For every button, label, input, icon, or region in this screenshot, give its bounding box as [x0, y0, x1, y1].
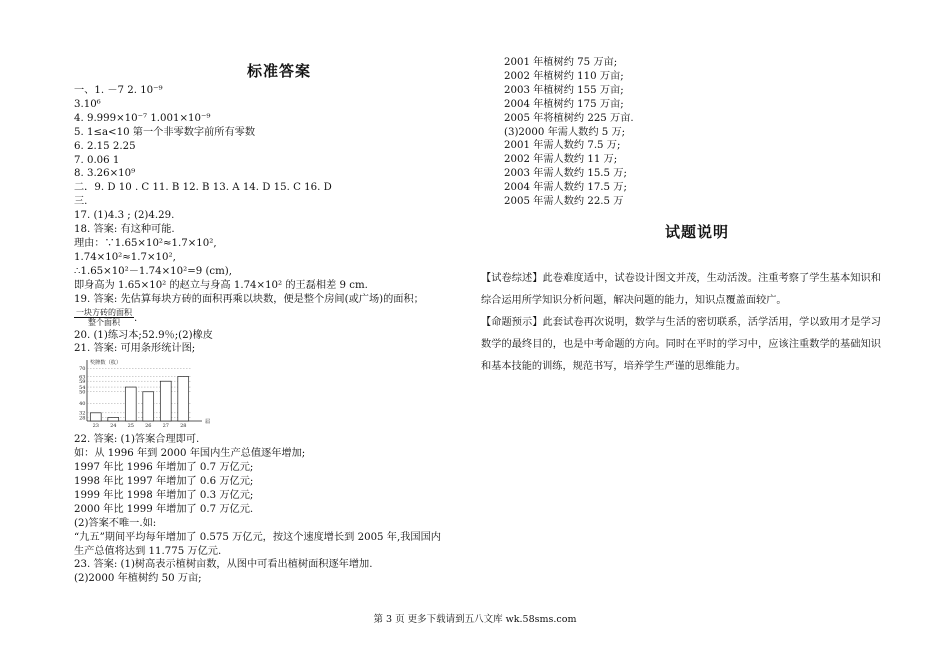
answer-line: (2)答案不唯一.如:: [74, 517, 157, 529]
x-tick-label: 24: [110, 423, 117, 429]
fraction-line: $\frac{\text{一块方砖的面积}}{\text{整个面积}}$ .: [76, 307, 138, 327]
x-tick-label: 28: [180, 423, 187, 429]
page-footer: 第 3 页 更多下载请到五八文库 wk.58sms.com: [373, 614, 577, 625]
answer-line: 2005 年将植树约 225 万亩.: [504, 112, 634, 124]
answers-lines-a: [74, 84, 484, 307]
answer-line: 2004 年植树约 175 万亩;: [504, 98, 624, 110]
paper-summary-paragraph: 【试卷综述】此卷难度适中，试卷设计图文并茂，生动活泼。注重考察了学生基本知识和综合运用所学知识分析问题，解决问题的能力，知识点覆盖面较广。: [481, 272, 881, 306]
bar: [125, 387, 136, 421]
answer-line: (3)2000 年需人数约 5 万;: [504, 126, 626, 138]
answers-title: 标准答案: [246, 62, 311, 80]
right-answer-lines: [481, 56, 881, 209]
y-tick-label: 63: [79, 374, 86, 381]
answer-line: 2001 年需人数约 7.5 万;: [504, 140, 621, 152]
answer-line: 如：从 1996 年到 2000 年国内生产总值逐年增加;: [74, 448, 306, 460]
medal-bar-chart: [74, 358, 484, 432]
y-tick-label: 70: [79, 366, 86, 373]
answer-line: 即身高为 1.65×10² 的赵立与身高 1.74×10² 的王磊相差 9 cm.: [74, 279, 368, 291]
bar: [178, 377, 189, 421]
y-tick-label: 32: [79, 410, 86, 417]
y-tick-label: 40: [79, 401, 86, 408]
answer-line: 理由：∵1.65×10²≈1.7×10²,: [74, 237, 217, 249]
answers-lines-b: [74, 329, 484, 357]
answer-line: 18. 答案: 有这种可能.: [74, 224, 175, 236]
answer-line: 1.74×10²≈1.7×10²,: [74, 251, 176, 263]
answer-line: 1999 年比 1998 年增加了 0.3 万亿元;: [74, 489, 254, 501]
answer-line: 4. 9.999×10⁻⁷ 1.001×10⁻⁹: [74, 112, 211, 124]
y-tick-label: 50: [79, 389, 86, 396]
y-tick-label: 28: [79, 415, 86, 422]
answer-line: 一、1. －7 2. 10⁻⁹: [74, 85, 163, 96]
answer-line: 6. 2.15 2.25: [74, 140, 136, 152]
answer-line: “九五”期间平均每年增加了 0.575 万亿元，按这个速度增长到 2005 年,我国国内: [74, 531, 441, 543]
x-tick-label: 26: [145, 423, 152, 429]
area-fraction: [74, 308, 134, 327]
answer-line: 2004 年需人数约 17.5 万;: [504, 182, 627, 194]
right-column: [481, 56, 881, 378]
y-axis-label: 奖牌数（枚）: [90, 360, 122, 367]
y-tick-label: 54: [79, 385, 86, 392]
x-axis-label: 届: [205, 419, 211, 426]
x-tick-label: 27: [162, 423, 169, 429]
answer-line: 8. 3.26×10⁹: [74, 168, 136, 180]
answer-line: 2000 年比 1999 年增加了 0.7 万亿元.: [74, 503, 254, 515]
answer-line: 生产总值将达到 11.775 万亿元.: [74, 545, 222, 557]
fraction-denominator: 整个面积: [88, 317, 120, 327]
x-tick-label: 25: [127, 423, 134, 429]
answer-line: 2002 年需人数约 11 万;: [504, 154, 618, 166]
answer-line: 1997 年比 1996 年增加了 0.7 万亿元;: [74, 462, 254, 474]
answer-line: 7. 0.06 1: [74, 154, 120, 166]
bar: [160, 382, 171, 422]
left-column: [74, 60, 484, 586]
answer-line: 二．9. D 10 . C 11. B 12. B 13. A 14. D 15. C 16. D: [74, 182, 332, 194]
answer-line: 17. (1)4.3 ; (2)4.29.: [74, 210, 175, 222]
y-tick-label: 59: [79, 379, 86, 386]
answers-lines-c: [74, 433, 484, 586]
answer-line: 1998 年比 1997 年增加了 0.6 万亿元;: [74, 476, 254, 488]
bar: [90, 413, 101, 421]
x-tick-label: 23: [92, 423, 99, 429]
answer-line: 5. 1≤a<10 第一个非零数字前所有零数: [74, 126, 256, 138]
answer-line: ∴1.65×10²－1.74×10²=9 (cm),: [74, 265, 233, 277]
answer-line: 2003 年植树约 155 万亩;: [504, 84, 624, 96]
answer-line: 2001 年植树约 75 万亩;: [504, 57, 618, 68]
bar: [143, 392, 154, 421]
answer-line: (2)2000 年植树约 50 万亩;: [74, 573, 202, 585]
answer-line: 三.: [74, 196, 88, 208]
answer-line: 3.10⁶: [74, 98, 101, 110]
answer-line: 23. 答案: (1)树高表示植树亩数，从图中可看出植树面积逐年增加.: [74, 559, 373, 571]
bar-chart-svg: [74, 358, 234, 428]
answer-line: 22. 答案: (1)答案合理即可.: [74, 434, 200, 446]
bar: [108, 418, 119, 422]
prediction-paragraph: 【命题预示】此套试卷再次说明，数学与生活的密切联系，活学活用，学以致用才是学习数学的最终目的，也是中考命题的方向。同时在平时的学习中，应该注重数学的基础知识和基本技能的训练，规范书写，培养学生严谨的思维能力。: [481, 316, 881, 372]
answer-line: 2002 年植树约 110 万亩;: [504, 70, 624, 82]
fraction-numerator: 一块方砖的面积: [76, 307, 132, 317]
answer-line: 2003 年需人数约 15.5 万;: [504, 168, 627, 180]
answer-line: 21. 答案: 可用条形统计图;: [74, 343, 196, 355]
explanation-title: 试题说明: [664, 222, 729, 241]
answer-line: 19. 答案: 先估算每块方砖的面积再乘以块数，便是整个房间(或广场)的面积；: [74, 293, 424, 305]
answer-line: 2005 年需人数约 22.5 万: [504, 196, 624, 208]
answer-line: 20. (1)练习本;52.9％;(2)橡皮: [74, 329, 213, 341]
